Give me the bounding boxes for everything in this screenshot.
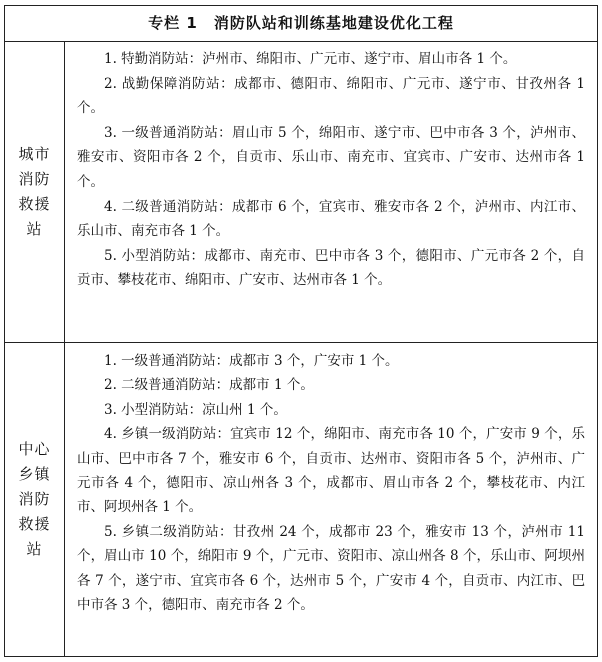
section-content <box>65 343 597 656</box>
label-line: 城市 <box>18 145 51 163</box>
label-line: 救援 <box>18 515 51 533</box>
section-township-stations <box>5 343 597 656</box>
list-item: 2. 二级普通消防站：成都市 1 个。 <box>104 377 314 394</box>
box-title: 专栏 1 消防队站和训练基地建设优化工程 <box>5 6 597 42</box>
list-item: 1. 特勤消防站：泸州市、绵阳市、广元市、遂宁市、眉山市各 1 个。 <box>104 51 517 67</box>
label-line: 消防 <box>18 490 51 508</box>
label-line: 中心 <box>18 440 51 458</box>
list-item: 1. 一级普通消防站：成都市 3 个，广安市 1 个。 <box>104 353 399 369</box>
section-urban-stations <box>5 42 597 343</box>
label-line: 站 <box>26 220 43 238</box>
label-line: 站 <box>26 540 43 558</box>
label-line: 救援 <box>18 195 51 213</box>
list-item: 3. 一级普通消防站：眉山市 5 个，绵阳市、遂宁市、巴中市各 3 个，泸州市、雅安市、资阳市各 2 个，自贡市、乐山市、南充市、宜宾市、广安市、达州市各 1 个。 <box>77 124 585 190</box>
list-item: 3. 小型消防站：凉山州 1 个。 <box>104 401 287 418</box>
section-label <box>5 343 65 656</box>
feature-box <box>4 5 598 657</box>
list-item: 5. 小型消防站：成都市、南充市、巴中市各 3 个，德阳市、广元市各 2 个，自贡市、攀枝花市、绵阳市、广安市、达州市各 1 个。 <box>77 247 585 289</box>
list-item: 2. 战勤保障消防站：成都市、德阳市、绵阳市、广元市、遂宁市、甘孜州各 1 个。 <box>77 75 585 117</box>
label-line: 乡镇 <box>18 465 51 483</box>
list-item: 4. 乡镇一级消防站：宜宾市 12 个，绵阳市、南充市各 10 个，广安市 9 个，乐山市、巴中市各 7 个，雅安市 6 个，自贡市、达州市、资阳市各 5 个，泸州市、广元市各 4 个，德阳市、凉山州各 3 个，成都市、眉山市各 2 个，攀枝花市、内江市、阿坝州各 1 个。 <box>77 426 585 516</box>
label-line: 消防 <box>18 170 51 188</box>
section-content <box>65 42 597 342</box>
section-label <box>5 42 65 342</box>
list-item: 5. 乡镇二级消防站：甘孜州 24 个，成都市 23 个，雅安市 13 个，泸州市 11 个，眉山市 10 个，绵阳市 9 个，广元市、资阳市、凉山州各 8 个，乐山市、阿坝州各 7 个，遂宁市、宜宾市各 6 个，达州市 5 个，广安市 4 个，自贡市、内江市、巴中市各 3 个，德阳市、南充市各 2 个。 <box>77 523 585 614</box>
list-item: 4. 二级普通消防站：成都市 6 个，宜宾市、雅安市各 2 个，泸州市、内江市、乐山市、南充市各 1 个。 <box>77 198 585 240</box>
